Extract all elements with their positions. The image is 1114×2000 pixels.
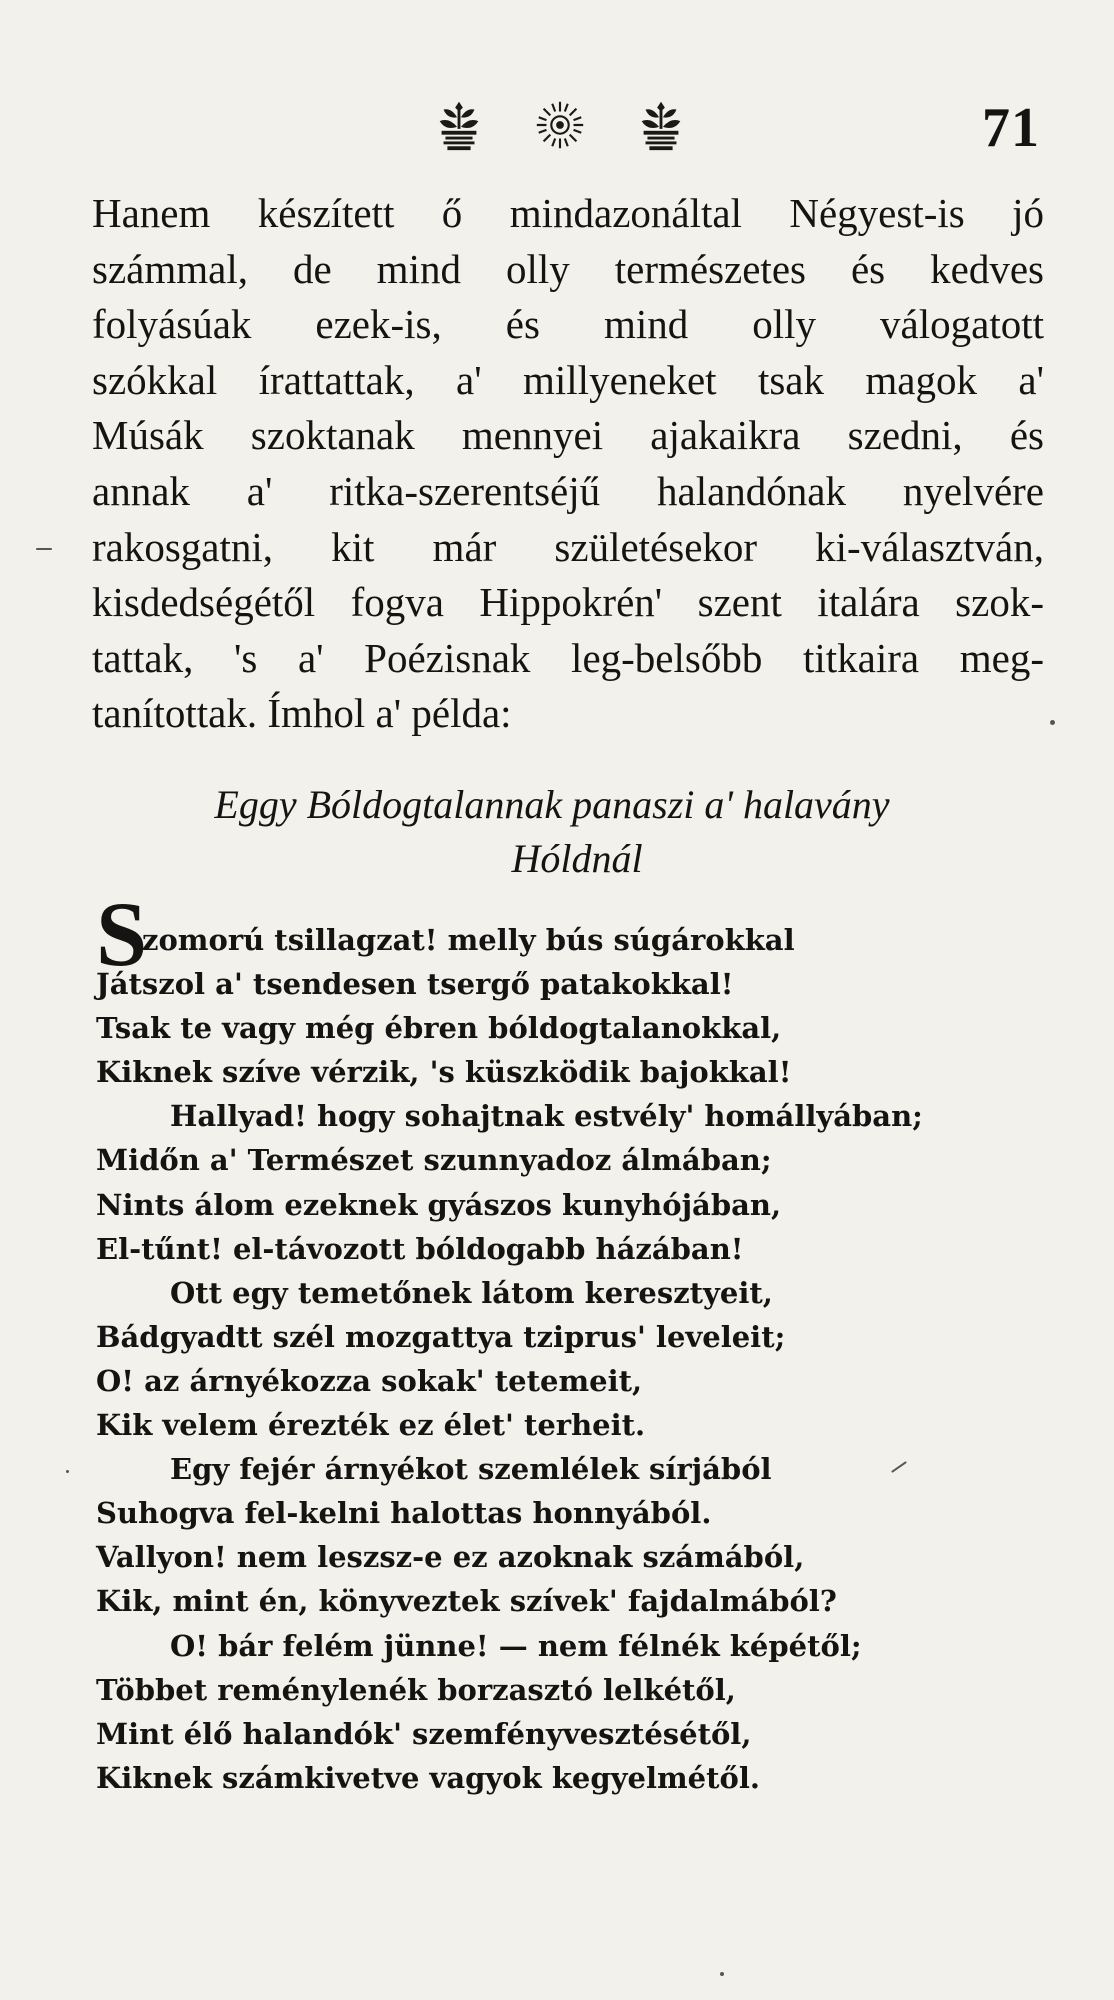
page-header — [0, 90, 1114, 170]
prose-line: annak a' ritka-szerentséjű halandónak nyelvére — [92, 467, 1044, 514]
prose-line: tattak, 's a' Poézisnak leg-belsőbb titkaira meg- — [92, 634, 1044, 681]
header-ornaments — [430, 90, 690, 160]
paper-speck — [1050, 720, 1055, 725]
poem-line: El-tűnt! el-távozott bóldogabb házában! — [96, 1231, 744, 1266]
poem-line: Suhogva fel-kelni halottas honnyából. — [96, 1496, 712, 1531]
prose-line: rakosgatni, kit már születésekor ki-választván, — [92, 523, 1044, 570]
flower-basket-icon — [632, 96, 690, 154]
poem-line: Ott egy temetőnek látom keresztyeit, — [170, 1275, 773, 1310]
poem-line: Tsak te vagy még ébren bóldogtalanokkal, — [96, 1011, 782, 1046]
poem-line: O! az árnyékozza sokak' tetemeit, — [96, 1363, 643, 1398]
poem-title-line: Eggy Bóldogtalannak panaszi a' halavány — [214, 782, 890, 827]
prose-line: kisdedségétől fogva Hippokrén' szent italára szok- — [92, 579, 1044, 626]
paper-speck — [66, 1470, 69, 1473]
poem-line: O! bár felém jünne! — nem félnék képétől; — [170, 1628, 862, 1663]
poem-line: Midőn a' Természet szunnyadoz álmában; — [96, 1143, 772, 1178]
poem-line: zomorú tsillagzat! melly bús súgárokkal — [142, 923, 795, 957]
paper-speck — [36, 548, 52, 550]
poem-line: Egy fejér árnyékot szemlélek sírjából — [170, 1452, 772, 1487]
poem-line: Kiknek számkivetve vagyok kegyelmétől. — [96, 1760, 760, 1795]
prose-paragraph — [92, 186, 1044, 742]
prose-line: szókkal írattattak, a' millyeneket tsak magok a' — [92, 356, 1044, 403]
poem-line: Játszol a' tsendesen tsergő patakokkal! — [96, 967, 734, 1002]
poem-line: Többet reménylenék borzasztó lelkétől, — [96, 1672, 736, 1707]
prose-line: tanítottak. Ímhol a' példa: — [92, 690, 512, 737]
poem-title — [0, 778, 1114, 886]
sunburst-icon — [531, 96, 589, 154]
prose-line: számmal, de mind olly természetes és kedves — [92, 245, 1044, 292]
poem-line: Hallyad! hogy sohajtnak estvély' homállyában; — [170, 1099, 923, 1134]
page-number: 71 — [982, 97, 1040, 159]
drop-cap: S — [96, 883, 148, 985]
prose-line: Músák szoktanak mennyei ajakaikra szedni, és — [92, 412, 1044, 459]
poem-line: Vallyon! nem leszsz-e ez azoknak számából, — [96, 1540, 805, 1575]
poem-line: Kik, mint én, könyveztek szívek' fajdalmából? — [96, 1584, 837, 1619]
paper-speck — [720, 1972, 724, 1976]
poem-line: Kiknek szíve vérzik, 's küszködik bajokkal! — [96, 1055, 792, 1090]
prose-line: Hanem készített ő mindazonáltal Négyest-is jó — [92, 190, 1044, 236]
poem-line: Mint élő halandók' szemfényvesztésétől, — [96, 1716, 752, 1751]
flower-basket-icon — [430, 96, 488, 154]
prose-line: folyásúak ezek-is, és mind olly válogatott — [92, 301, 1044, 348]
poem-line: Kik velem érezték ez élet' terheit. — [96, 1408, 646, 1443]
poem-body — [96, 918, 996, 1800]
poem-title-line: Hóldnál — [511, 836, 643, 881]
poem-line: Bádgyadtt szél mozgattya tziprus' leveleit; — [96, 1319, 786, 1354]
poem-line: Nints álom ezeknek gyászos kunyhójában, — [96, 1187, 782, 1222]
